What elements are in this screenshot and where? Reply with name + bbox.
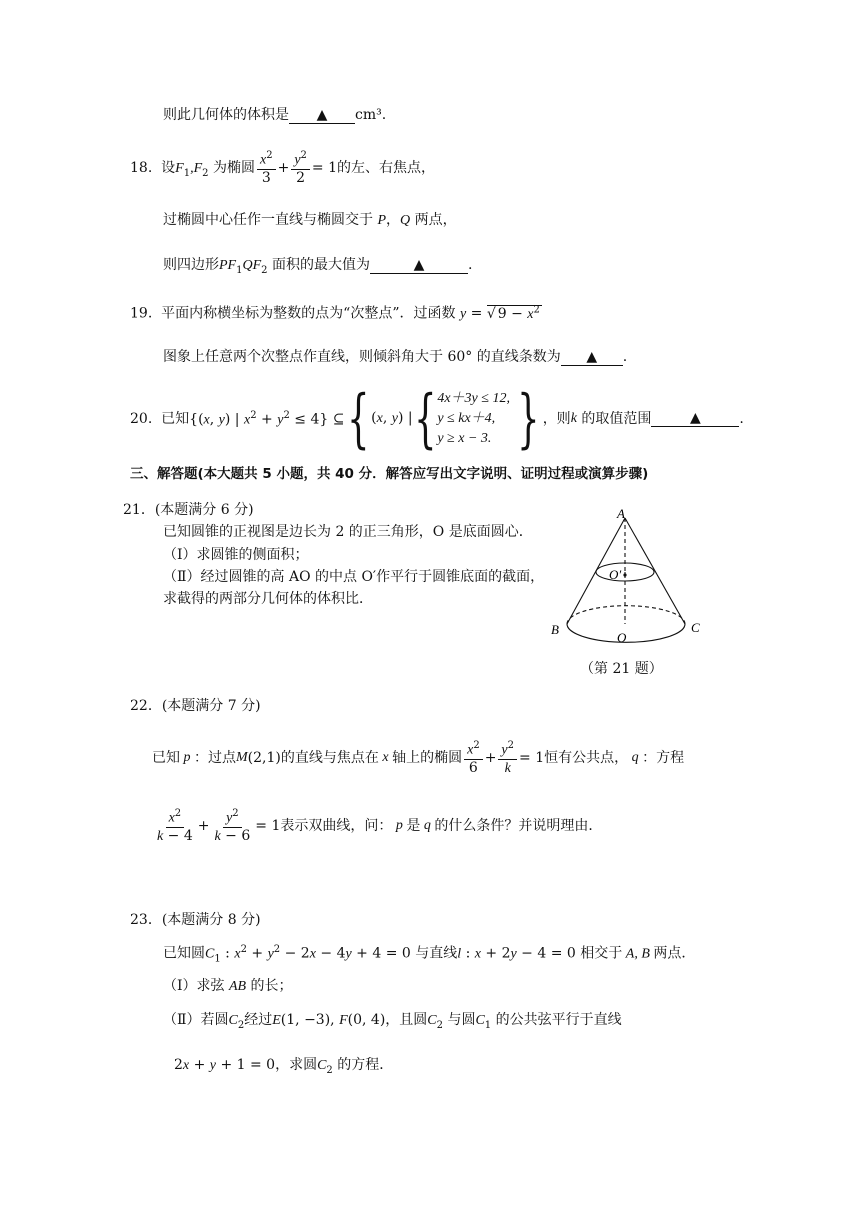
label-C: C — [691, 620, 700, 635]
label-B: B — [551, 622, 559, 637]
q18-line1: 18. 设$F_1,F_2$ 为椭圆 $\frac{x^2}{3}$ + $\frac{y^2}{2}$ = 1的左、右焦点， — [130, 150, 436, 187]
answer-blank: ▲ — [289, 108, 355, 124]
q17-tail: 则此几何体的体积是 ▲ cm³. — [163, 107, 387, 123]
q23-line4: 2x + y + 1 = 0，求圆$C_2$ 的方程． — [174, 1057, 394, 1076]
q23-line3: （Ⅱ）若圆$C_2$经过E(1, −3), F(0, 4)，且圆$C_2$ 与圆$C_1$ 的公共弦平行于直线 — [163, 1012, 622, 1031]
q18-line2: 过椭圆中心任作一直线与椭圆交于 P，Q 两点， — [163, 212, 457, 228]
q22-line1: 已知 p ：过点 M (2,1) 的直线与焦点在 x 轴上的椭圆 $\frac{x^2}{6}$ + $\frac{y^2}{k}$ = 1 恒有公共点， q ：方程 — [152, 740, 685, 777]
label-O-prime: O′ — [609, 567, 622, 582]
q18-line3: 则四边形$PF_1QF_2$ 面积的最大值为 ▲ . — [163, 257, 473, 276]
q21-line1: 已知圆锥的正视图是边长为 2 的正三角形，O 是底面圆心． — [163, 524, 533, 540]
q22-heading: 22．(本题满分 7 分) — [130, 698, 261, 714]
answer-blank: ▲ — [561, 350, 623, 366]
q23-line2: （Ⅰ）求弦 AB 的长； — [163, 978, 293, 994]
q21-caption: （第 21 题） — [580, 661, 663, 677]
q23-heading: 23．(本题满分 8 分) — [130, 912, 261, 928]
q21-line4: 求截得的两部分几何体的体积比． — [163, 591, 373, 607]
q23-line1: 已知圆$C_1$ : $x^2 + y^2 - 2x - 4y + 4 = 0$ 与直线l : x + 2y − 4 = 0 相交于 A, B 两点． — [163, 944, 696, 965]
q19-line1: 19. 平面内称横坐标为整数的点为“次整点”．过函数 y = √ $9 - x^2$ — [130, 304, 540, 322]
q20: 20. 已知 {(x, y) | $x^2 + y^2 \le 4$} ⊆ { (x, y) | { 4x＋3y ≤ 12, y ≤ kx＋4, y ≥ x − 3. } ，则 k 的取值范围 ▲ . — [130, 382, 744, 456]
label-O: O — [617, 630, 627, 645]
cone-figure — [545, 508, 720, 658]
inequality-system: 4x＋3y ≤ 12, y ≤ kx＋4, y ≥ x − 3. — [437, 390, 510, 447]
label-A: A — [617, 508, 625, 521]
q22-line2: $\frac{x^2}{k - 4}$ + $\frac{y^2}{k - 6}$ = 1 表示双曲线，问： p 是 q 的什么条件？并说明理由． — [157, 808, 603, 845]
section-heading: 三、解答题(本大题共 5 小题，共 40 分．解答应写出文字说明、证明过程或演算步骤) — [130, 466, 649, 482]
q21-heading: 21．(本题满分 6 分) — [123, 502, 254, 518]
q21-line3: （Ⅱ）经过圆锥的高 AO 的中点 O′作平行于圆锥底面的截面， — [163, 569, 545, 585]
q19-line2: 图象上任意两个次整点作直线，则倾斜角大于 60° 的直线条数为 ▲ . — [163, 349, 628, 365]
answer-blank: ▲ — [370, 258, 468, 274]
q21-line2: （Ⅰ）求圆锥的侧面积； — [163, 547, 309, 563]
answer-blank: ▲ — [651, 411, 739, 427]
